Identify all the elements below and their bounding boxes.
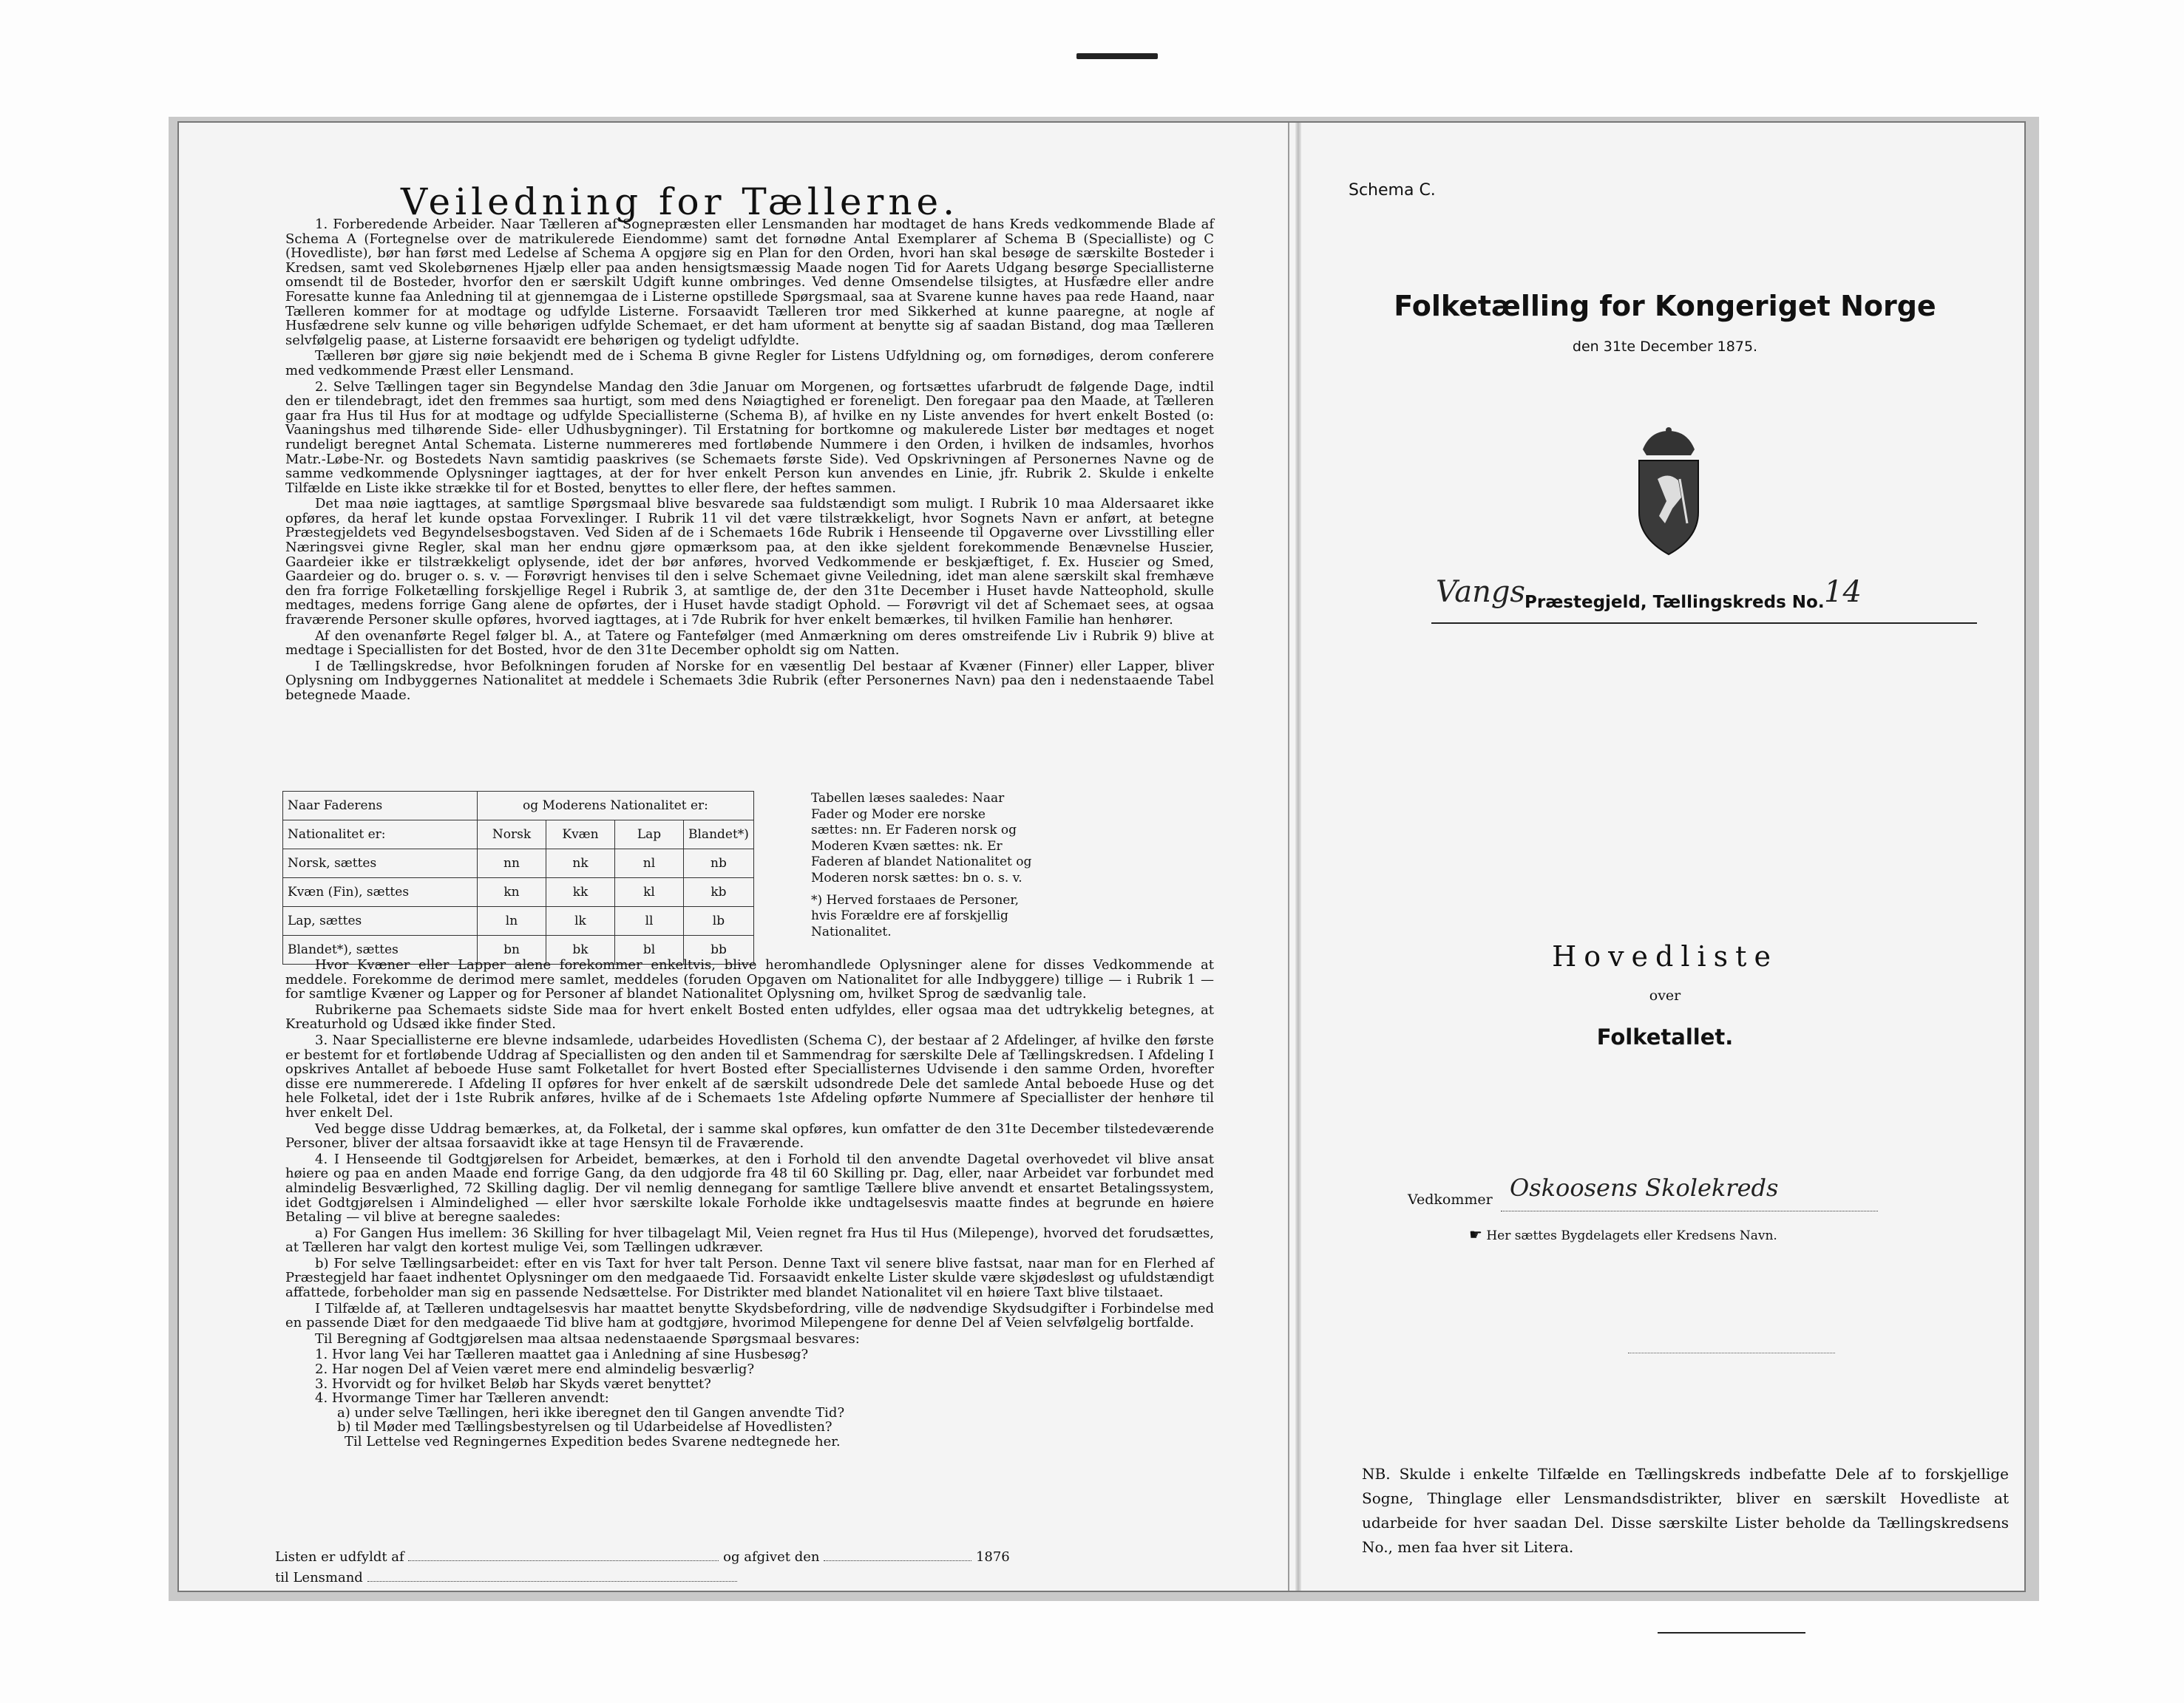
- table-cell: ln: [478, 907, 546, 936]
- filled-by-label: Listen er udfyldt af: [275, 1549, 404, 1565]
- para-questions: Det maa nøie iagttages, at samtlige Spørgsmaal blive besvarede saa fuldstændigt som muligt. I Rubrik 10 maa Aldersaaret ikke opføres, da heraf let kunde opstaa Forvexlinger. I Rubrik 11 vil det være tilstrækkeligt, hvor Sognets Navn er anført, at betegne Præstegjeldets ved Begyndelsesbogstaven. Ved Siden af de i Schemaets 16de Rubrik i Henseende til Opgaverne over Livsstilling eller Næringsvei givne Regler, skal man her endnu gjøre opmærksom paa, at den ikke sjeldent forekommende Benævnelse Husεier, Gaardeier ikke er tilstrækkeligt oplysende, idet der bør anføres, hvorved Vedkommende er beskjæftiget, f. Ex. Husεier og Smed, Gaardeier og do. bruger o. s. v. — Forøvrigt henvises til den i selve Schemaet givne Veiledning, idet man alene særskilt skal fremhæve den fra forrige Folketælling forskjellige Regel i Rubrik 3, at samtlige de, der den 31te December i Huset havde Natteophold, skulle medtages, medens forrige Gang alene de opførtes, der i Huset havde stadigt Ophold. — Forøvrigt vil det af Schemaet sees, at ogsaa fraværende Personer skulle opføres, hvorved iagttages, at i 7de Rubrik for hver enkelt bemærkes, til hvilken Familie han henhører.: [285, 496, 1214, 628]
- year-label: 1876: [975, 1549, 1010, 1565]
- scanned-spread: [177, 121, 2026, 1592]
- census-date: den 31te December 1875.: [1572, 339, 1758, 355]
- table-col-header: Lap: [615, 820, 684, 849]
- para-preparatory-b: Tælleren bør gjøre sig nøie bekjendt med de i Schema B givne Regler for Listens Udfyldning og, om fornødiges, derom conferere med vedkommende Præst eller Lensmand.: [285, 348, 1214, 378]
- table-cell: bn: [478, 936, 546, 965]
- table-head-father: Naar Faderens: [283, 792, 478, 820]
- table-cell: kb: [684, 878, 754, 907]
- left-page: [179, 123, 1288, 1591]
- list-item: Til Lettelse ved Regningernes Expedition bedes Svarene nedtegnede her.: [345, 1434, 841, 1449]
- nationality-table: [282, 791, 1258, 956]
- delivered-label: og afgivet den: [723, 1549, 820, 1565]
- vedkommer-note-text: Her sættes Bygdelagets eller Kredsens Navn.: [1486, 1228, 1777, 1243]
- table-cell: kl: [615, 878, 684, 907]
- parish-handwritten: Vangs: [1436, 575, 1525, 609]
- row-label: Norsk, sættes: [283, 849, 478, 878]
- table-head-father-2: Nationalitet er:: [283, 820, 478, 849]
- census-title: Folketælling for Kongeriget Norge: [1394, 290, 1936, 322]
- nb-note: NB. Skulde i enkelte Tilfælde en Tællingskreds indbefatte Dele af to forskjellige Sogne, Thinglage eller Lensmandsdistrikter, bliver en særskilt Hovedliste at udarbeide for hver saadan Del. Disse særskilte Lister beholde da Tællingskredsens No., men faa hver sit Litera.: [1362, 1465, 2009, 1556]
- folketallet-heading: Folketallet.: [1596, 1024, 1734, 1050]
- instructions-body-2: [285, 958, 1214, 1449]
- table-cell: ll: [615, 907, 684, 936]
- table-row: [283, 878, 754, 907]
- over-label: over: [1649, 988, 1681, 1004]
- footer-lensmand: [275, 1570, 737, 1585]
- para-last-page: Rubrikerne paa Schemaets sidste Side maa for hvert enkelt Bosted enten udfyldes, eller ogsaa maa det udtrykkelig betegnes, at Kreaturhold og Udsæd ikke finder Sted.: [285, 1002, 1214, 1033]
- table-cell: lk: [546, 907, 615, 936]
- row-label: Kvæn (Fin), sættes: [283, 878, 478, 907]
- table-col-header: Kvæn: [546, 820, 615, 849]
- para-counting: 2. Selve Tællingen tager sin Begyndelse Mandag den 3die Januar om Morgenen, og fortsættes ufarbrudt de følgende Dage, indtil den er tilendebragt, idet den fremmes saa hurtigt, som med dens Nøiagtighed er foreneligt. Den foregaar paa den Maade, at Tælleren gaar fra Hus til Hus for at modtage og udfylde Speciallisterne (Schema B), af hvilke en ny Liste anvendes for hvert enkelt Bosted (o: Vaaningshus med tilhørende Side- eller Udhusbygninger). Til Erstatning for bortkomne og makulerede Lister bør medtages et noget rundeligt beregnet Antal Schemata. Listerne nummereres med fortløbende Nummere i den Orden, i hvilken de indsamles, hvorhos Matr.-Løbe-Nr. og Bostedets Navn samtidig paaskrives (se Schemaets første Side). Ved Opskrivningen af Personernes Navne og de samme vedkommende Oplysninger iagttages, at der for hver enkelt Person kun anvendes en Linie, jfr. Rubrik 2. Skulde i enkelte Tilfælde en Liste ikke strække til for et Bosted, benyttes to eller flere, der heftes sammen.: [285, 378, 1214, 496]
- row-label: Blandet*), sættes: [283, 936, 478, 965]
- vedkommer-label: Vedkommer: [1408, 1192, 1493, 1208]
- parish-line: [1431, 622, 1977, 624]
- hovedliste-heading: Hovedliste: [1552, 940, 1778, 973]
- footer-filled-by: [275, 1549, 1010, 1565]
- table-cell: nk: [546, 849, 615, 878]
- table-cell: kk: [546, 878, 615, 907]
- table-cell: lb: [684, 907, 754, 936]
- list-item: a) under selve Tællingen, heri ikke iberegnet den til Gangen anvendte Tid?: [337, 1404, 845, 1421]
- table-cell: kn: [478, 878, 546, 907]
- district-name-handwritten: Oskoosens Skolekreds: [1510, 1174, 1779, 1202]
- list-item: 2. Har nogen Del af Veien været mere end almindelig besværlig?: [315, 1362, 755, 1378]
- list-item: 4. Hvormange Timer har Tælleren anvendt:: [315, 1390, 609, 1407]
- table-explanation: Tabellen læses saaledes: Naar Fader og Moder ere norske sættes: nn. Er Faderen norsk og Moderen Kvæn sættes: nk. Er Faderen af blandet Nationalitet og Moderen norsk sættes: bn o. s. v.: [811, 791, 1032, 886]
- para-kvaener: Hvor Kvæner eller Lapper alene forekommer enkeltvis, blive heromhandlede Oplysninger alene for disses Vedkommende at meddele. Forekomme de derimod mere samlet, meddeles (foruden Opgaven om Nationalitet for alle Indbyggere) tillige — i Rubrik 1 — for samtlige Kvæner og Lapper og for Personer af blandet Nationalitet Oplysning om, hvilket Sprog de sædvanlig tale.: [285, 957, 1214, 1002]
- table-cell: nb: [684, 849, 754, 878]
- table-row: [283, 907, 754, 936]
- lensmand-label: til Lensmand: [275, 1570, 363, 1585]
- table-row: [283, 849, 754, 878]
- instructions-title: Veiledning for Tællerne.: [401, 180, 960, 223]
- district-number-handwritten: 14: [1824, 575, 1862, 609]
- para-nationality: I de Tællingskredse, hvor Befolkningen foruden af Norske for en væsentlig Del bestaar af Kvæner (Finner) eller Lapper, bliver Oplysning om Indbyggernes Nationalitet at meddele i Schemaets 3die Rubrik (efter Personernes Navn) paa den i nedenstaaende Tabel betegnede Maade.: [285, 658, 1214, 703]
- table-cell: bk: [546, 936, 615, 965]
- para-compensation: 4. I Henseende til Godtgjørelsen for Arbeidet, bemærkes, at den i Forhold til den anvendte Dagetal overhovedet vil blive ansat høiere og paa en anden Maade end forrige Gang, da den udgjorde fra 48 til 60 Skilling pr. Dag, eller, naar Arbeidet var forbundet med almindelig Besværlighed, 72 Skilling daglig. Der vil nemlig dennegang for samtlige Tællere blive anvendt et ensartet Betalingssystem, idet Godtgjørelsen i Almindelighed — eller hvor særskilte lokale Forholde ikke undtagelsesvis maatte findes at begrunde en høiere Betaling — vil blive at beregne saaledes:: [285, 1151, 1214, 1226]
- table-head-mother: og Moderens Nationalitet er:: [478, 792, 754, 820]
- table-cell: nn: [478, 849, 546, 878]
- question-list: [285, 1347, 1214, 1449]
- table-cell: bl: [615, 936, 684, 965]
- table-col-header: Blandet*): [684, 820, 754, 849]
- para-transport: I Tilfælde af, at Tælleren undtagelsesvis har maattet benytte Skydsbefordring, ville de nødvendige Skydsudgifter i Forbindelse med en passende Diæt for den medgaaede Tid blive ham at godtgjøre, hvorimod Milepengene for denne Del af Veien selvfølgelig bortfalde.: [285, 1300, 1214, 1331]
- para-tatere: Af den ovenanførte Regel følger bl. A., at Tatere og Fantefølger (med Anmærkning om deres omstreifende Liv i Rubrik 9) blive at medtage i Speciallisten for det Bosted, hvor de den 31te December opholdt sig om Natten.: [285, 628, 1214, 659]
- table-footnote: *) Herved forstaaes de Personer, hvis Forældre ere af forskjellig Nationalitet.: [811, 892, 1020, 939]
- list-item: 1. Hvor lang Vei har Tælleren maattet gaa i Anledning af sine Husbesøg?: [315, 1347, 809, 1363]
- table-note: [811, 791, 1033, 940]
- vedkommer-note: [1469, 1226, 1777, 1243]
- coat-of-arms-icon: [1613, 427, 1724, 560]
- para-compensation-a: a) For Gangen Hus imellem: 36 Skilling for hver tilbagelagt Mil, Veien regnet fra Hus til Hus (Milepenge), hvorved det forudsættes, at Tælleren har valgt den kortest mulige Vei, som Tællingen udkræver.: [285, 1225, 1214, 1256]
- para-compensation-b: b) For selve Tællingsarbeidet: efter en vis Taxt for hver talt Person. Denne Taxt vil senere blive fastsat, naar man for en Flerhed af Præstegjeld har faaet indhentet Oplysninger om den medgaaede Tid. Forsaavidt enkelte Lister skulde være skjødesløst og ufuldstændigt affattede, forbeholder man sig en passende Nedsættelse. For Distrikter med blandet Nationalitet vil en høiere Taxt blive tilstaaet.: [285, 1255, 1214, 1301]
- table-cell: nl: [615, 849, 684, 878]
- right-page: [1303, 123, 2027, 1591]
- spine-line: [1288, 123, 1289, 1591]
- book-spine: [1295, 123, 1301, 1591]
- list-item: 3. Hvorvidt og for hvilket Beløb har Skyds været benyttet?: [315, 1376, 711, 1392]
- row-label: Lap, sættes: [283, 907, 478, 936]
- closing-rule: [1658, 1632, 1805, 1634]
- parish-label: Præstegjeld, Tællingskreds No.: [1525, 593, 1825, 612]
- scan-mark: [1076, 53, 1158, 59]
- para-questions-intro: Til Beregning af Godtgjørelsen maa altsaa nedenstaaende Spørgsmaal besvares:: [315, 1330, 860, 1347]
- table-col-header: Norsk: [478, 820, 546, 849]
- table-cell: bb: [684, 936, 754, 965]
- pointing-hand-icon: ☛: [1469, 1226, 1482, 1243]
- para-both-extracts: Ved begge disse Uddrag bemærkes, at, da Folketal, der i samme skal opføres, kun omfatter de den 31te December tilstedeværende Personer, bliver der altsaa forsaavidt ikke at tage Hensyn til de Fraværende.: [285, 1121, 1214, 1152]
- list-item: b) til Møder med Tællingsbestyrelsen og til Udarbeidelse af Hovedlisten?: [337, 1419, 832, 1435]
- instructions-body: [285, 217, 1214, 704]
- para-preparatory: 1. Forberedende Arbeider. Naar Tælleren af Sognepræsten eller Lensmanden har modtaget de hans Kreds vedkommende Blade af Schema A (Fortegnelse over de matrikulerede Eiendomme) samt det fornødne Antal Exemplarer af Schema B (Specialliste) og C (Hovedliste), bør han først med Ledelse af Schema A opgjøre sig en Plan for den Orden, hvori han skal besøge de særskilte Bosteder i Kredsen, samt ved Skolebørnenes Hjælp eller paa anden hensigtsmæssig Maade nogen Tid for Aarets Udgang besørge Speciallisterne omsendt til de Bosteder, hvorfor den er særskilt Udgift kunne ombringes. Ved denne Omsendelse tilsigtes, at Husfædre eller andre Foresatte kunne faa Anledning til at gjennemgaa de i Listerne opstillede Spørgsmaal, saa at Svarene kunne haves paa rede Haand, naar Tælleren kommer for at modtage og udfylde Listerne. Forsaavidt Tælleren tror med Sikkerhed at kunne paaregne, at nogle af Husfædrene selv kunne og ville behørigen udfylde Schemaet, er det ham uforment at benytte sig af saadan Bistand, dog maa Tælleren selvfølgelig paase, at Listerne forsaavidt ere behørigen og tydeligt udfyldte.: [285, 217, 1214, 348]
- schema-label: Schema C.: [1349, 181, 1436, 200]
- para-speciallists: 3. Naar Speciallisterne ere blevne indsamlede, udarbeides Hovedlisten (Schema C), der bestaar af 2 Afdelinger, af hvilke den første er bestemt for et fortløbende Uddrag af Speciallisten og den anden til et Sammendrag for særskilte Dele af Tællingskredsen. I Afdeling I opskrives Antallet af beboede Huse samt Folketallet for hvert Bosted efter Speciallisternes Udvisende i den samme Orden, hvorefter disse ere nummererede. I Afdeling II opføres for hver enkelt af de særskilt udsondrede Dele det samlede Antal beboede Huse og det hele Folketal, idet der i 1ste Rubrik anføres, hvilke af de i Schemaets 1ste Afdeling opførte Nummere af Speciallister der henhøre til hver enkelt Del.: [285, 1032, 1214, 1121]
